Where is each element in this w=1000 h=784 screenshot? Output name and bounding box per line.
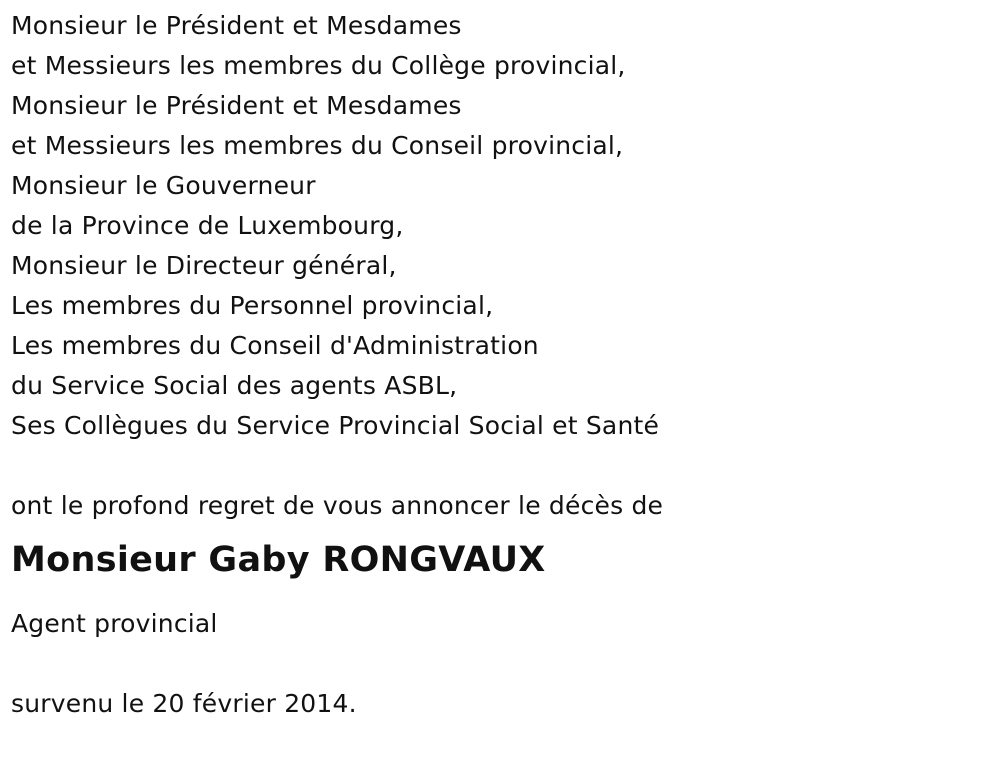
spacer bbox=[11, 644, 986, 684]
deceased-name: Monsieur Gaby RONGVAUX bbox=[11, 540, 546, 580]
addressee-line: Les membres du Conseil d'Administration bbox=[11, 331, 539, 360]
addressee-line: de la Province de Luxembourg, bbox=[11, 211, 404, 240]
addressee-line: Ses Collègues du Service Provincial Social et Santé bbox=[11, 411, 660, 440]
addressee-line: du Service Social des agents ASBL, bbox=[11, 371, 458, 400]
date-of-death: survenu le 20 février 2014. bbox=[11, 689, 357, 718]
addressee-line: Les membres du Personnel provincial, bbox=[11, 291, 494, 320]
spacer bbox=[11, 446, 986, 486]
addressee-line: Monsieur le Président et Mesdames bbox=[11, 11, 462, 40]
deceased-role: Agent provincial bbox=[11, 609, 218, 638]
addressee-line: et Messieurs les membres du Conseil provincial, bbox=[11, 131, 624, 160]
addressee-line: Monsieur le Directeur général, bbox=[11, 251, 397, 280]
spacer bbox=[11, 582, 986, 604]
addressee-line: et Messieurs les membres du Collège provincial, bbox=[11, 51, 626, 80]
addressee-line: Monsieur le Gouverneur bbox=[11, 171, 316, 200]
addressee-list bbox=[11, 6, 986, 446]
announcement-text: ont le profond regret de vous annoncer le décès de bbox=[11, 491, 664, 520]
addressee-line: Monsieur le Président et Mesdames bbox=[11, 91, 462, 120]
obituary-notice bbox=[11, 6, 986, 724]
